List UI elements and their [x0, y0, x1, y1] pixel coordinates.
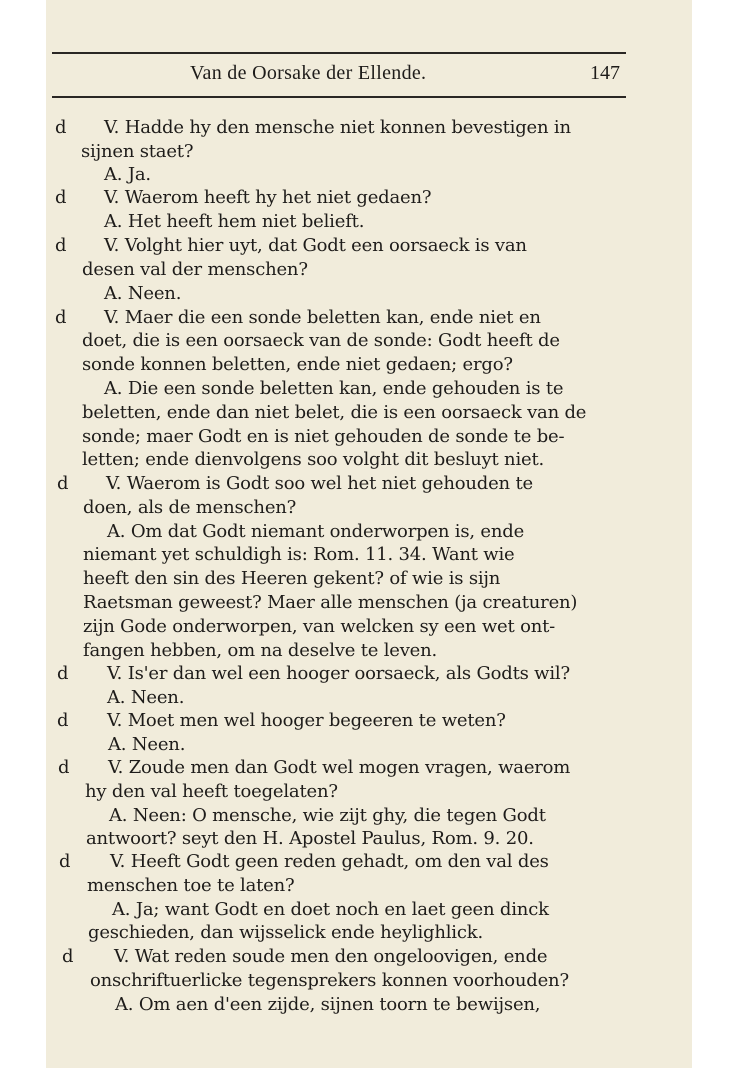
margin-marker: d: [55, 187, 67, 208]
text-line: zijn Gode onderworpen, van welcken sy een wet ont-: [83, 616, 556, 637]
text-line: A. Ja; want Godt en doet noch en laet geen dinck: [112, 899, 549, 920]
page-number: 147: [590, 62, 620, 84]
text-line: doet, die is een oorsaeck van de sonde: Godt heeft de: [82, 330, 560, 351]
text-line: A. Neen.: [107, 687, 185, 708]
text-line: menschen toe te laten?: [87, 875, 295, 896]
text-line: antwoort? seyt den H. Apostel Paulus, Rom. 9. 20.: [86, 828, 534, 849]
text-line: fangen hebben, om na deselve te leven.: [83, 640, 438, 661]
margin-marker: d: [57, 473, 69, 494]
text-line: sijnen staet?: [81, 141, 194, 162]
text-line: heeft den sin des Heeren gekent? of wie is sijn: [83, 568, 501, 589]
text-line: hy den val heeft toegelaten?: [85, 781, 338, 802]
text-line: A. Het heeft hem niet belieft.: [104, 211, 365, 232]
margin-marker: d: [55, 235, 67, 256]
text-line: V. Moet men wel hooger begeeren te weten?: [107, 710, 506, 731]
text-line: A. Neen.: [104, 283, 182, 304]
text-line: sonde; maer Godt en is niet gehouden de sonde te be-: [82, 426, 565, 447]
text-line: beletten, ende dan niet belet, die is een oorsaeck van de: [82, 402, 587, 423]
text-line: desen val der menschen?: [82, 259, 308, 280]
scan-margin-left: [0, 0, 46, 1068]
text-line: V. Hadde hy den mensche niet konnen bevestigen in: [104, 117, 571, 138]
text-line: A. Ja.: [104, 164, 151, 185]
text-line: A. Neen: O mensche, wie zijt ghy, die tegen Godt: [109, 805, 546, 826]
text-line: A. Neen.: [108, 734, 186, 755]
text-line: letten; ende dienvolgens soo volght dit besluyt niet.: [82, 449, 545, 470]
header-rule-top: [52, 52, 626, 54]
text-line: A. Om dat Godt niemant onderworpen is, ende: [107, 521, 525, 542]
text-line: V. Maer die een sonde beletten kan, ende niet en: [104, 307, 541, 328]
margin-marker: d: [57, 663, 69, 684]
text-line: V. Waerom is Godt soo wel het niet gehouden te: [106, 473, 533, 494]
margin-marker: d: [62, 946, 74, 967]
text-line: doen, als de menschen?: [83, 497, 297, 518]
text-line: V. Zoude men dan Godt wel mogen vragen, waerom: [108, 757, 571, 778]
margin-marker: d: [55, 117, 67, 138]
text-line: V. Wat reden soude men den ongeloovigen, ende: [114, 946, 548, 967]
text-line: V. Is'er dan wel een hooger oorsaeck, als Godts wil?: [107, 663, 570, 684]
text-line: niemant yet schuldigh is: Rom. 11. 34. Want wie: [83, 544, 515, 565]
scan-margin-right: [692, 0, 738, 1068]
margin-marker: d: [58, 757, 70, 778]
text-line: V. Volght hier uyt, dat Godt een oorsaeck is van: [104, 235, 527, 256]
margin-marker: d: [55, 307, 67, 328]
book-page: [46, 0, 692, 1068]
text-line: geschieden, dan wijsselick ende heylighlick.: [88, 922, 483, 943]
header-rule-bottom: [52, 96, 626, 98]
text-line: V. Waerom heeft hy het niet gedaen?: [104, 187, 432, 208]
margin-marker: d: [59, 851, 71, 872]
margin-marker: d: [57, 710, 69, 731]
text-line: onschriftuerlicke tegensprekers konnen voorhouden?: [90, 970, 569, 991]
text-line: V. Heeft Godt geen reden gehadt, om den val des: [110, 851, 549, 872]
text-line: A. Om aen d'een zijde, sijnen toorn te bewijsen,: [115, 994, 541, 1015]
text-line: Raetsman geweest? Maer alle menschen (ja creaturen): [83, 592, 578, 613]
text-line: A. Die een sonde beletten kan, ende gehouden is te: [104, 378, 564, 399]
text-line: sonde konnen beletten, ende niet gedaen; ergo?: [82, 354, 513, 375]
running-title: Van de Oorsake der Ellende.: [190, 62, 427, 84]
